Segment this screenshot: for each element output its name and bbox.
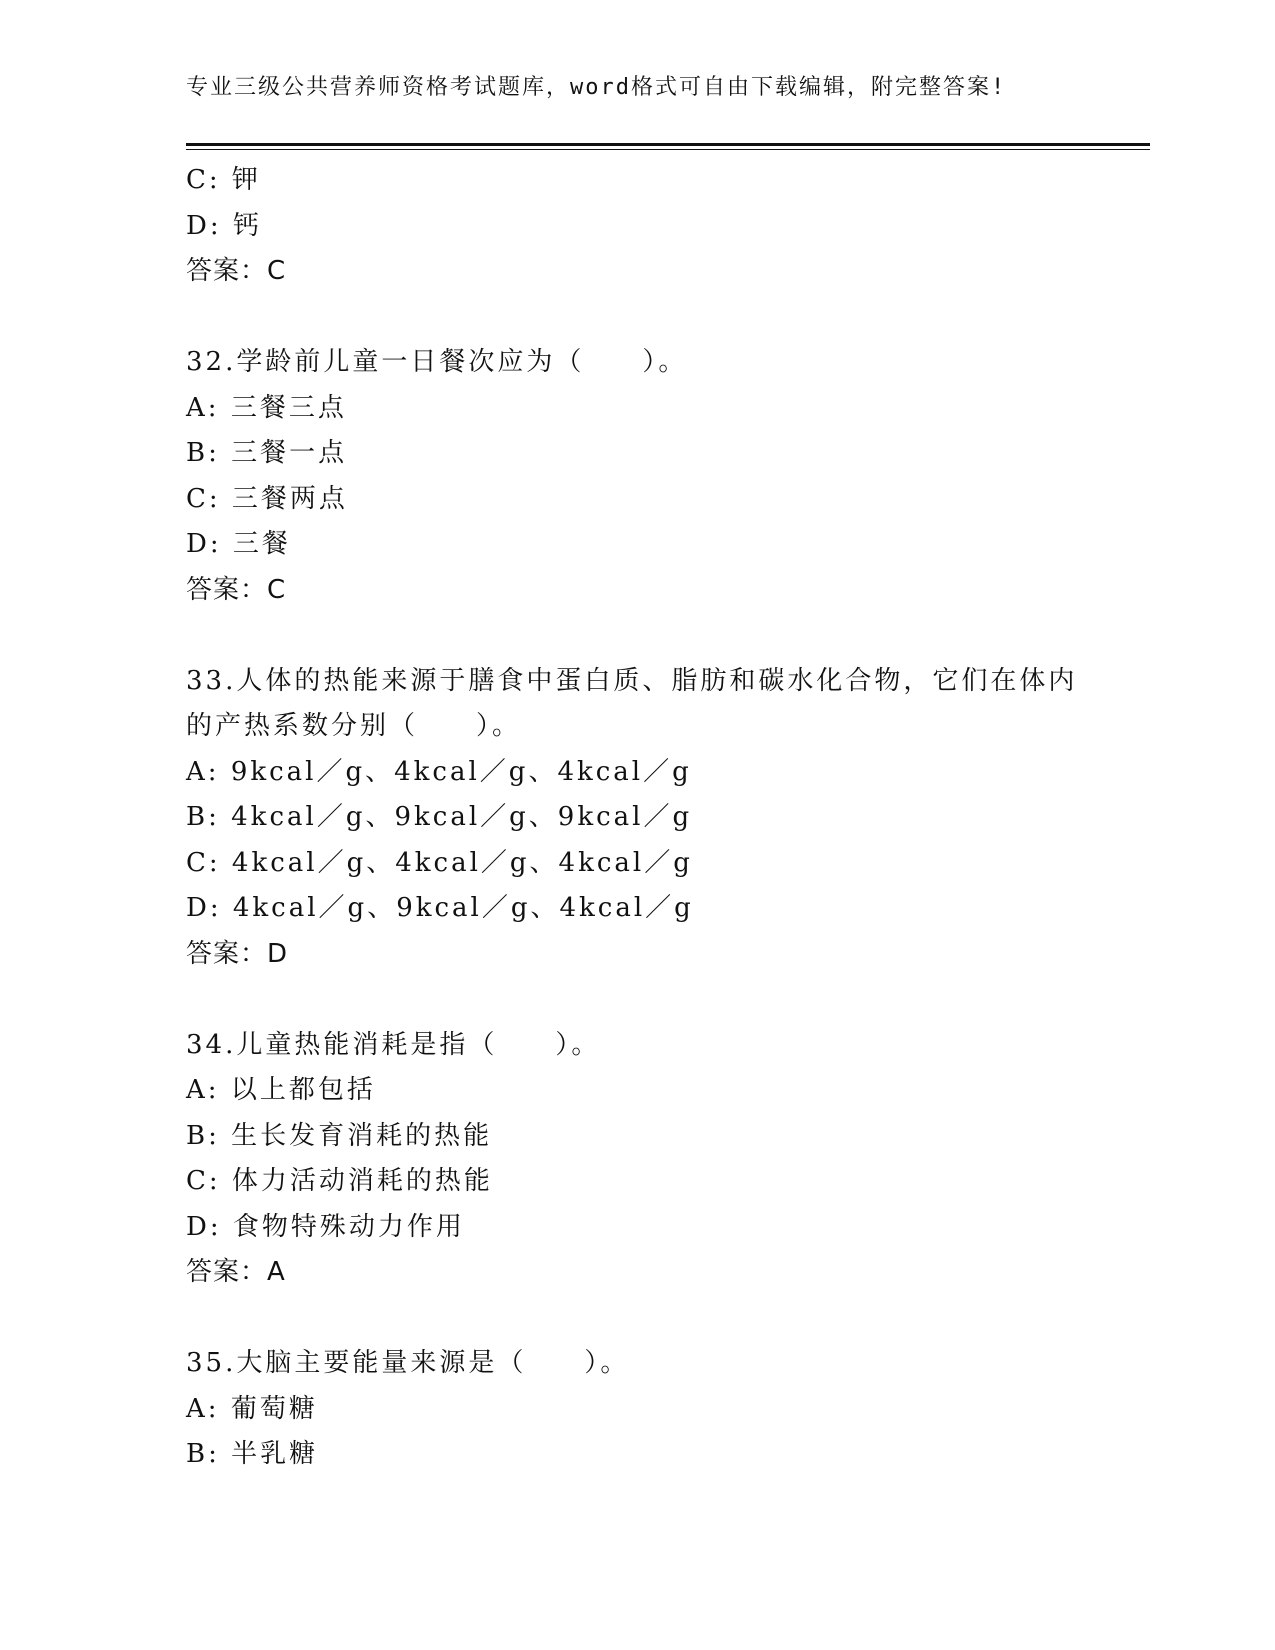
option-text: 9kcal／g、4kcal／g、4kcal／g bbox=[230, 756, 692, 787]
option-letter: A: bbox=[186, 756, 220, 787]
option-text: 钙 bbox=[232, 210, 262, 241]
option-line bbox=[186, 795, 1150, 841]
option-text: 钾 bbox=[231, 165, 261, 195]
option-letter: A: bbox=[186, 392, 220, 423]
option-letter: D: bbox=[186, 529, 222, 559]
option-line bbox=[186, 886, 1150, 932]
option-line bbox=[186, 750, 1150, 796]
option-line bbox=[186, 522, 1150, 568]
option-letter: B: bbox=[186, 438, 220, 468]
option-line bbox=[186, 204, 1150, 250]
question-list bbox=[186, 158, 1150, 1478]
option-line bbox=[186, 1432, 1150, 1478]
answer-line: 答案：D bbox=[186, 938, 289, 969]
option-letter: B: bbox=[186, 802, 220, 832]
option-letter: C: bbox=[186, 1166, 221, 1196]
option-text: 4kcal／g、4kcal／g、4kcal／g bbox=[231, 847, 693, 878]
option-line bbox=[186, 1114, 1150, 1160]
option-letter: D: bbox=[186, 210, 222, 241]
option-text: 4kcal／g、9kcal／g、9kcal／g bbox=[231, 802, 693, 832]
answer-line: 答案：C bbox=[186, 574, 287, 605]
option-text: 三餐一点 bbox=[231, 438, 348, 468]
option-text: 半乳糖 bbox=[231, 1439, 319, 1469]
question-stem-continued: 的产热系数分别（ ）。 bbox=[186, 711, 522, 741]
option-text: 葡萄糖 bbox=[230, 1393, 318, 1424]
option-letter: B: bbox=[186, 1439, 220, 1469]
option-text: 食物特殊动力作用 bbox=[232, 1211, 465, 1242]
answer-line: 答案：C bbox=[186, 256, 287, 286]
answer-line: 答案：A bbox=[186, 1257, 286, 1287]
option-line bbox=[186, 477, 1150, 523]
option-letter: D: bbox=[186, 1211, 222, 1242]
option-letter: C: bbox=[186, 165, 221, 195]
option-letter: C: bbox=[186, 483, 221, 514]
question-stem: 34.儿童热能消耗是指（ ）。 bbox=[186, 1029, 601, 1060]
spacer bbox=[186, 295, 1150, 341]
option-letter: D: bbox=[186, 893, 222, 923]
spacer bbox=[186, 977, 1150, 1023]
option-text: 以上都包括 bbox=[230, 1075, 376, 1105]
option-line bbox=[186, 431, 1150, 477]
option-line bbox=[186, 1068, 1150, 1114]
option-text: 三餐两点 bbox=[231, 483, 348, 514]
option-line bbox=[186, 1387, 1150, 1433]
option-line bbox=[186, 1205, 1150, 1251]
option-letter: A: bbox=[186, 1393, 220, 1424]
option-text: 三餐 bbox=[232, 529, 291, 559]
question-stem: 33.人体的热能来源于膳食中蛋白质、脂肪和碳水化合物，它们在体内 bbox=[186, 665, 1078, 696]
option-text: 体力活动消耗的热能 bbox=[231, 1166, 493, 1196]
option-line bbox=[186, 158, 1150, 204]
option-letter: C: bbox=[186, 847, 221, 878]
option-text: 生长发育消耗的热能 bbox=[231, 1120, 493, 1151]
question-stem: 32.学龄前儿童一日餐次应为（ ）。 bbox=[186, 347, 688, 377]
option-line bbox=[186, 386, 1150, 432]
spacer bbox=[186, 1296, 1150, 1342]
question-stem: 35.大脑主要能量来源是（ ）。 bbox=[186, 1348, 630, 1378]
option-letter: A: bbox=[186, 1075, 220, 1105]
option-text: 4kcal／g、9kcal／g、4kcal／g bbox=[232, 893, 694, 923]
page-header: 专业三级公共营养师资格考试题库，word格式可自由下载编辑，附完整答案! bbox=[186, 75, 1007, 100]
option-line bbox=[186, 841, 1150, 887]
option-text: 三餐三点 bbox=[230, 392, 347, 423]
option-line bbox=[186, 1159, 1150, 1205]
header-rule-thick bbox=[186, 143, 1150, 146]
spacer bbox=[186, 613, 1150, 659]
header-rule-thin bbox=[186, 149, 1150, 150]
option-letter: B: bbox=[186, 1120, 220, 1151]
